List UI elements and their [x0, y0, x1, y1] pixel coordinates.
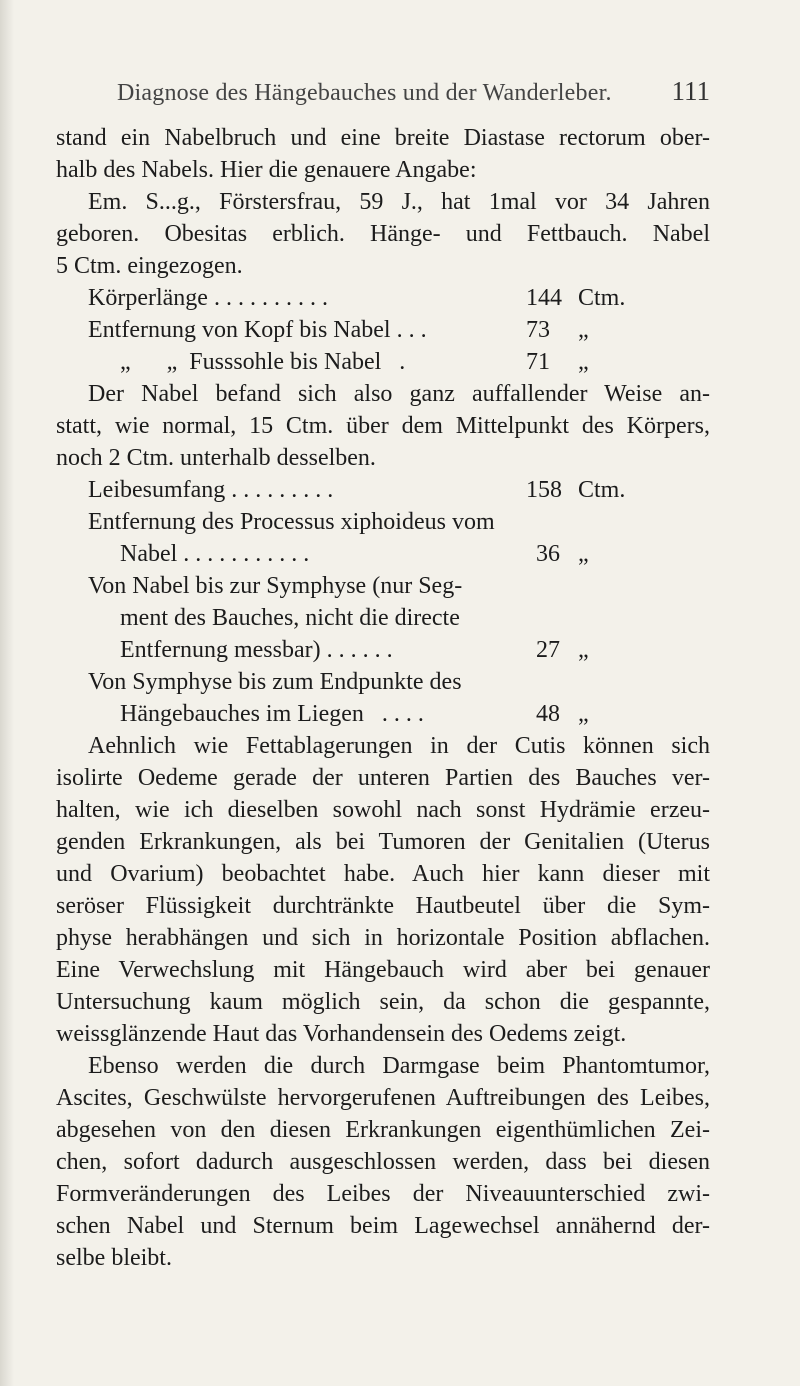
running-title: Diagnose des Hängebauches und der Wanderleber.	[117, 80, 612, 106]
text-line: abgesehen von den diesen Erkrankungen eigenthümlichen Zei-	[56, 1117, 710, 1143]
measurement-value: 48	[536, 701, 560, 727]
text-line: und Ovarium) beobachtet habe. Auch hier kann dieser mit	[56, 861, 710, 887]
measurement-label: Entfernung des Processus xiphoideus vom	[88, 509, 495, 535]
text-line: isolirte Oedeme gerade der unteren Partien des Bauches ver-	[56, 765, 710, 791]
text-line: stand ein Nabelbruch und eine breite Diastase rectorum ober-	[56, 125, 710, 151]
measurement-label: „ „ Fusssohle bis Nabel .	[120, 349, 406, 375]
measurement-value: 158	[526, 477, 562, 503]
page-number: 111	[671, 76, 710, 106]
measurement-label: Leibesumfang . . . . . . . . .	[88, 477, 334, 503]
text-line: Eine Verwechslung mit Hängebauch wird aber bei genauer	[56, 957, 710, 983]
measurement-label: ment des Bauches, nicht die directe	[120, 605, 460, 631]
text-line: halb des Nabels. Hier die genauere Angabe:	[56, 157, 477, 183]
text-line: Formveränderungen des Leibes der Niveauunterschied zwi-	[56, 1181, 710, 1207]
measurement-unit: „	[578, 637, 589, 663]
measurement-label: Von Nabel bis zur Symphyse (nur Seg-	[88, 573, 463, 599]
measurement-label: Nabel . . . . . . . . . . .	[120, 541, 310, 567]
text-line: selbe bleibt.	[56, 1245, 172, 1271]
text-line: Aehnlich wie Fettablagerungen in der Cutis können sich	[88, 733, 710, 759]
measurement-unit: Ctm.	[578, 477, 626, 503]
measurement-value: 144	[526, 285, 562, 311]
text-line: chen, sofort dadurch ausgeschlossen werden, dass bei diesen	[56, 1149, 710, 1175]
measurement-unit: „	[578, 349, 589, 375]
text-line: noch 2 Ctm. unterhalb desselben.	[56, 445, 376, 471]
text-line: schen Nabel und Sternum beim Lagewechsel annähernd der-	[56, 1213, 710, 1239]
measurement-unit: „	[578, 317, 589, 343]
text-line: weissglänzende Haut das Vorhandensein des Oedems zeigt.	[56, 1021, 627, 1047]
measurement-label: Körperlänge . . . . . . . . . .	[88, 285, 328, 311]
text-line: statt, wie normal, 15 Ctm. über dem Mittelpunkt des Körpers,	[56, 413, 710, 439]
measurement-label: Entfernung messbar) . . . . . .	[120, 637, 393, 663]
measurement-label: Hängebauches im Liegen . . . .	[120, 701, 424, 727]
measurement-value: 36	[536, 541, 560, 567]
text-line: Ebenso werden die durch Darmgase beim Phantomtumor,	[88, 1053, 710, 1079]
measurement-value: 73	[526, 317, 550, 343]
text-line: seröser Flüssigkeit durchtränkte Hautbeutel über die Sym-	[56, 893, 710, 919]
measurement-value: 27	[536, 637, 560, 663]
text-line: genden Erkrankungen, als bei Tumoren der Genitalien (Uterus	[56, 829, 710, 855]
text-line: 5 Ctm. eingezogen.	[56, 253, 243, 279]
text-line: Em. S...g., Förstersfrau, 59 J., hat 1mal vor 34 Jahren	[88, 189, 710, 215]
text-line: halten, wie ich dieselben sowohl nach sonst Hydrämie erzeu-	[56, 797, 710, 823]
text-line: physe herabhängen und sich in horizontale Position abflachen.	[56, 925, 710, 951]
measurement-value: 71	[526, 349, 550, 375]
text-line: Der Nabel befand sich also ganz auffallender Weise an-	[88, 381, 710, 407]
measurement-unit: „	[578, 701, 589, 727]
measurement-label: Von Symphyse bis zum Endpunkte des	[88, 669, 462, 695]
text-line: Untersuchung kaum möglich sein, da schon die gespannte,	[56, 989, 710, 1015]
measurement-unit: Ctm.	[578, 285, 626, 311]
text-line: geboren. Obesitas erblich. Hänge- und Fettbauch. Nabel	[56, 221, 710, 247]
measurement-label: Entfernung von Kopf bis Nabel . . .	[88, 317, 427, 343]
measurement-unit: „	[578, 541, 589, 567]
text-line: Ascites, Geschwülste hervorgerufenen Auftreibungen des Leibes,	[56, 1085, 710, 1111]
